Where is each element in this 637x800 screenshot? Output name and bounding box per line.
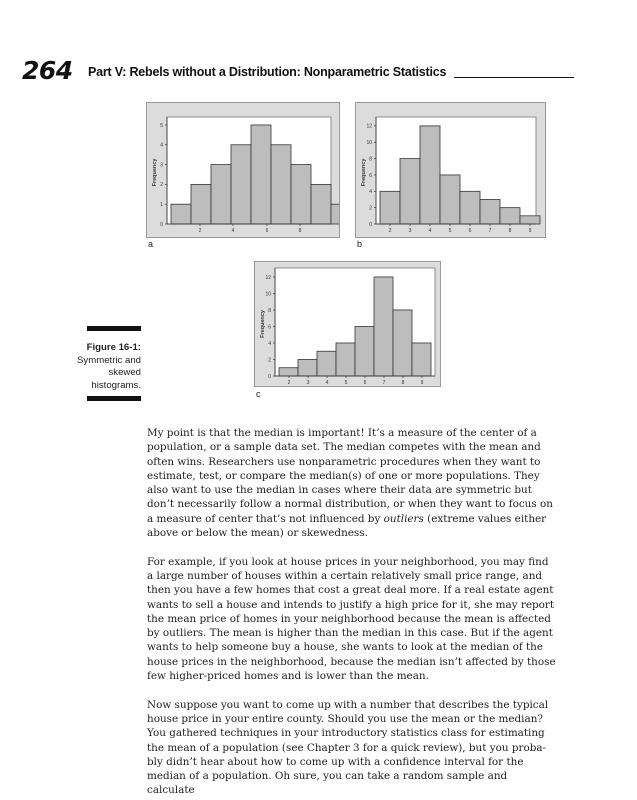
chart-c-y-tick-label: 10: [265, 291, 271, 298]
chart-c-x-tick-label: 2: [287, 380, 291, 386]
chart-c-bar: [412, 343, 431, 376]
chart-c-y-tick-label: 6: [268, 324, 271, 331]
chart-b-y-tick-label: 2: [369, 205, 372, 212]
caption-bottom-bar: [87, 396, 141, 401]
chart-a-bar: [291, 165, 311, 224]
chart-b-x-tick-label: 7: [488, 228, 492, 234]
chart-c-x-tick-label: 8: [401, 380, 405, 386]
chart-a-bar: [171, 204, 191, 224]
chart-c-x-tick-label: 4: [325, 380, 329, 386]
chart-a-y-tick-label: 5: [160, 122, 163, 129]
part-title: Part V: Rebels without a Distribution: Nonparametric Statistics: [88, 65, 447, 79]
chart-a-bar: [191, 184, 211, 224]
chart-b-y-axis-label: Frequency: [361, 158, 367, 187]
chart-c-bar: [279, 368, 298, 376]
histogram-c-svg: [255, 262, 440, 386]
paragraph-1-part-a: My point is that the median is important! It’s a measure of the center of a population, or a sample data set. The median competes with the mean and often wins. Researchers use nonparametric procedures when they want to estimate, test, or compare the median(s) of one or more populations. They also want to use the median in cases where their data are symmetric but don’t necessarily follow a normal distribution, or when they want to focus on a measure of center that’s not influenced by: [147, 427, 553, 525]
chart-a-x-tick-label: 8: [298, 228, 302, 234]
chart-b-x-tick-label: 8: [508, 228, 512, 234]
chart-b-bar: [460, 191, 480, 224]
chart-a-bar: [271, 145, 291, 224]
chart-b-bar: [400, 159, 420, 224]
chart-a-x-tick-label: 4: [231, 228, 235, 234]
chart-a-y-tick-label: 1: [160, 201, 163, 208]
chart-b-y-tick-label: 10: [366, 140, 372, 147]
panel-label-a: a: [148, 239, 154, 249]
histogram-b: [355, 102, 546, 238]
chart-a-bar: [211, 165, 231, 224]
figure-label: Figure 16-1:: [86, 342, 141, 353]
chart-b-bar: [380, 191, 400, 224]
histogram-a: [146, 102, 340, 238]
chart-a-bar: [231, 145, 251, 224]
paragraph-1-part-b: (extreme values either above or below the mean) or skewedness.: [147, 512, 547, 540]
paragraph-1: [147, 426, 557, 540]
histogram-b-svg: [356, 103, 545, 237]
chart-c-x-tick-label: 9: [420, 380, 424, 386]
header-rule: [454, 77, 574, 78]
panel-label-b: b: [357, 239, 363, 249]
chart-c-y-tick-label: 8: [268, 307, 271, 314]
chart-b-bar: [420, 126, 440, 224]
chart-a-y-tick-label: 0: [160, 221, 163, 228]
chart-b-x-tick-label: 4: [428, 228, 432, 234]
chart-b-bar: [520, 216, 540, 224]
chart-c-y-axis-label: Frequency: [260, 310, 266, 338]
chart-b-bar: [500, 208, 520, 224]
chart-b-x-tick-label: 6: [468, 228, 472, 234]
chart-a-y-axis-label: Frequency: [152, 158, 158, 187]
chart-c-y-tick-label: 2: [268, 357, 271, 364]
paragraph-3: Now suppose you want to come up with a number that describes the typical house price in your entire county. Should you use the mean or the median? You gathered techniques in your introductory statistics class for estimating the mean of a population (see Chapter 3 for a quick review), but you proba-bly didn’t hear about how to come up with a confidence interval for the median of a population. Oh sure, you can take a random sample and calculate: [147, 698, 549, 797]
chart-c-x-tick-label: 6: [363, 380, 367, 386]
histogram-a-svg: [147, 103, 339, 237]
caption-top-bar: [87, 326, 141, 331]
chart-a-bar: [311, 184, 331, 224]
chart-a-bar: [251, 125, 271, 224]
chart-c-bar: [355, 326, 374, 376]
chart-c-x-tick-label: 7: [382, 380, 386, 386]
body-text: [147, 426, 557, 798]
chart-c-y-tick-label: 4: [268, 340, 271, 347]
histogram-c: [254, 261, 441, 387]
chart-b-y-tick-label: 4: [369, 189, 372, 196]
chart-c-bar: [336, 343, 355, 376]
chart-c-y-tick-label: 0: [268, 373, 271, 380]
chart-c-y-tick-label: 12: [265, 274, 271, 281]
chart-c-x-tick-label: 3: [306, 380, 310, 386]
chart-c-bar: [393, 310, 412, 376]
figure-caption-text: Symmetric and skewed histograms.: [77, 354, 141, 391]
chart-a-bar: [331, 204, 339, 224]
chart-b-y-tick-label: 6: [369, 172, 372, 179]
chart-b-x-tick-label: 3: [408, 228, 412, 234]
chart-b-bar: [480, 199, 500, 224]
chart-a-y-tick-label: 2: [160, 182, 163, 189]
page-number: 264: [22, 56, 73, 85]
chart-b-x-tick-label: 2: [388, 228, 392, 234]
chart-c-bar: [298, 359, 317, 376]
chart-b-x-tick-label: 5: [448, 228, 452, 234]
chart-c-bar: [374, 277, 393, 376]
chart-b-y-tick-label: 0: [369, 221, 372, 228]
chart-a-y-tick-label: 4: [160, 142, 163, 149]
chart-b-x-tick-label: 9: [528, 228, 532, 234]
chart-b-y-tick-label: 8: [369, 156, 372, 163]
chart-a-x-tick-label: 6: [265, 228, 269, 234]
paragraph-2: For example, if you look at house prices in your neighborhood, you may find a large number of houses within a certain relatively small price range, and then you have a few homes that cost a great deal more. If a real estate agent wants to sell a house and intends to justify a high price for it, she may report the mean price of homes in your neighborhood because the mean is affected by outliers. The mean is higher than the median in this case. But if the agent wants to help someone buy a house, she wants to look at the median of the house prices in the neighborhood, because the median isn’t affected by those few higher-priced homes and is lower than the mean.: [147, 555, 556, 683]
chart-c-x-tick-label: 5: [344, 380, 348, 386]
figure-caption: [60, 342, 141, 392]
paragraph-1-emphasis: outliers: [383, 512, 424, 525]
chart-b-bar: [440, 175, 460, 224]
panel-label-c: c: [256, 389, 261, 399]
chart-a-x-tick-label: 2: [198, 228, 202, 234]
chart-c-bar: [317, 351, 336, 376]
running-header: [22, 58, 554, 84]
chart-a-y-tick-label: 3: [160, 162, 163, 169]
chart-b-y-tick-label: 12: [366, 123, 372, 130]
